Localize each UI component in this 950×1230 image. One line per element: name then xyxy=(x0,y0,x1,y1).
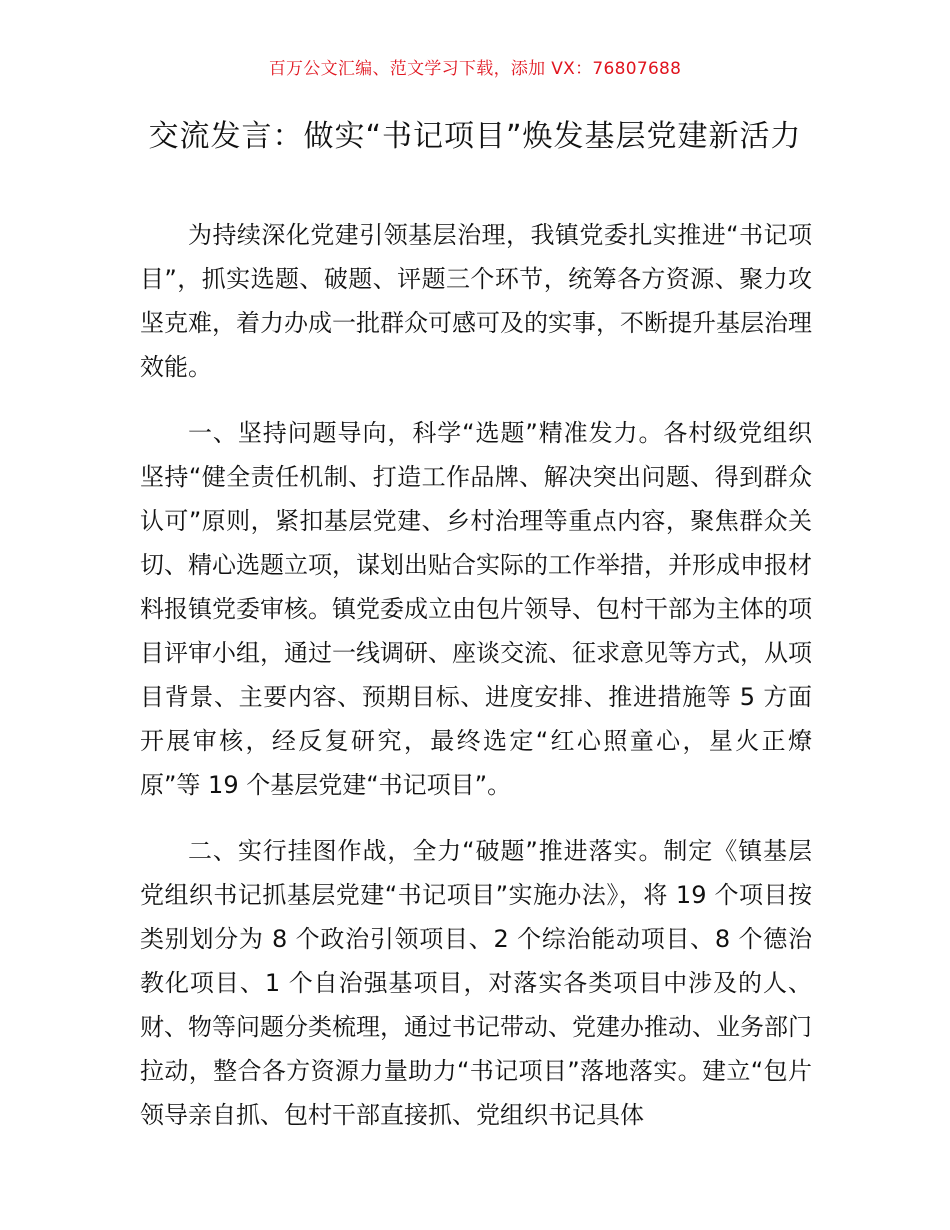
header-banner: 百万公文汇编、范文学习下载，添加 VX：76807688 xyxy=(268,59,682,79)
paragraph-intro: 为持续深化党建引领基层治理，我镇党委扎实推进“书记项目”，抓实选题、破题、评题三个环节，统筹各方资源、聚力攻坚克难，着力办成一批群众可感可及的实事，不断提升基层治理效能。 xyxy=(140,221,812,381)
document-title: 交流发言：做实“书记项目”焕发基层党建新活力 xyxy=(148,119,802,154)
paragraph-section-one: 一、坚持问题导向，科学“选题”精准发力。各村级党组织坚持“健全责任机制、打造工作品牌、解决突出问题、得到群众认可”原则，紧扣基层党建、乡村治理等重点内容，聚焦群众关切、精心选题立项，谋划出贴合实际的工作举措，并形成申报材料报镇党委审核。镇党委成立由包片领导、包村干部为主体的项目评审小组，通过一线调研、座谈交流、征求意见等方式，从项目背景、主要内容、预期目标、进度安排、推进措施等 5 方面开展审核，经反复研究，最终选定“红心照童心，星火正燎原”等 19 个基层党建“书记项目”。 xyxy=(140,419,812,799)
document-body xyxy=(140,213,812,1159)
paragraph-section-two: 二、实行挂图作战，全力“破题”推进落实。制定《镇基层党组织书记抓基层党建“书记项目”实施办法》，将 19 个项目按类别划分为 8 个政治引领项目、2 个综治能动项目、8 个德治教化项目、1 个自治强基项目，对落实各类项目中涉及的人、财、物等问题分类梳理，通过书记带动、党建办推动、业务部门拉动，整合各方资源力量助力“书记项目”落地落实。建立“包片领导亲自抓、包村干部直接抓、党组织书记具体 xyxy=(140,837,812,1129)
